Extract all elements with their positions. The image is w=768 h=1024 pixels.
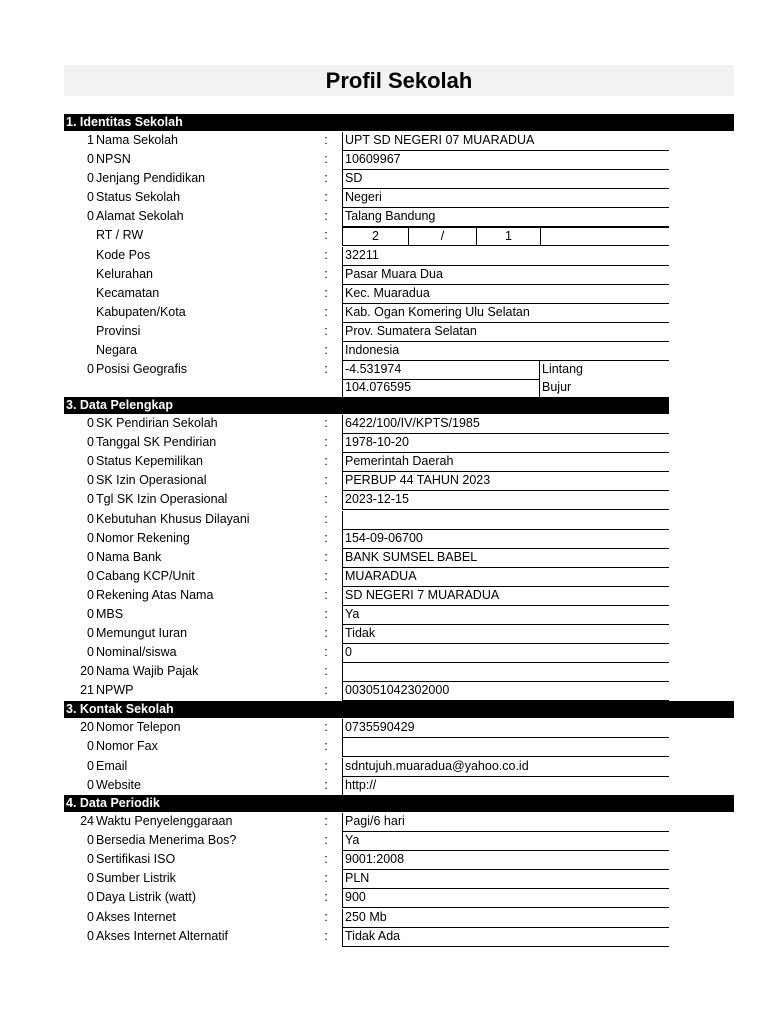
field-value: 0735590429 — [342, 719, 669, 738]
field-label: Sumber Listrik — [96, 871, 176, 886]
rtrw-blank — [540, 227, 669, 246]
field-label: Provinsi — [96, 324, 141, 338]
lintang-value: -4.531974 — [342, 361, 540, 380]
row-number: 0 — [87, 492, 94, 507]
row-number: 0 — [87, 152, 94, 166]
row-number: 1 — [87, 133, 94, 147]
colon: : — [324, 664, 328, 679]
field-label: Akses Internet Alternatif — [96, 928, 229, 943]
row-number: 0 — [87, 568, 94, 583]
colon: : — [324, 190, 328, 204]
field-value: 154-09-06700 — [342, 530, 669, 549]
field-label: NPSN — [96, 152, 131, 166]
field-value: 900 — [342, 889, 669, 908]
field-value: Pagi/6 hari — [342, 813, 669, 832]
field-label: Waktu Penyelenggaraan — [96, 814, 233, 828]
row-number: 21 — [80, 683, 94, 698]
colon: : — [324, 645, 328, 660]
colon: : — [324, 209, 328, 223]
colon: : — [324, 607, 328, 621]
bujur-value: 104.076595 — [342, 379, 540, 398]
colon: : — [324, 248, 328, 262]
field-label: Nomor Telepon — [96, 720, 181, 734]
field-label: Kabupaten/Kota — [96, 305, 186, 319]
field-label: Nama Bank — [96, 549, 162, 564]
row-number: 0 — [87, 890, 94, 905]
colon: : — [324, 267, 328, 281]
colon: : — [324, 549, 328, 564]
colon: : — [324, 683, 328, 698]
field-label: SK Pendirian Sekolah — [96, 416, 218, 430]
row-number: 0 — [87, 362, 94, 376]
row-number: 0 — [87, 645, 94, 660]
field-value — [342, 738, 669, 757]
row-number: 0 — [87, 758, 94, 773]
field-value: UPT SD NEGERI 07 MUARADUA — [342, 132, 669, 151]
field-label: Kelurahan — [96, 267, 153, 281]
field-value: PERBUP 44 TAHUN 2023 — [342, 472, 669, 491]
colon: : — [324, 890, 328, 905]
field-value: Pasar Muara Dua — [342, 266, 669, 285]
field-label: Kode Pos — [96, 248, 151, 262]
colon: : — [324, 909, 328, 924]
row-number: 0 — [87, 739, 94, 754]
colon: : — [324, 305, 328, 319]
field-label: Website — [96, 777, 141, 792]
section-header-periodik: 4. Data Periodik — [64, 795, 734, 812]
colon: : — [324, 814, 328, 828]
field-label: Status Kepemilikan — [96, 454, 204, 469]
colon: : — [324, 133, 328, 147]
colon: : — [324, 833, 328, 848]
field-label: Kecamatan — [96, 286, 160, 300]
field-value: Pemerintah Daerah — [342, 453, 669, 472]
section-header-identitas: 1. Identitas Sekolah — [64, 114, 734, 131]
page-title: Profil Sekolah — [64, 65, 734, 96]
colon: : — [324, 511, 328, 526]
row-number: 0 — [87, 511, 94, 526]
row-number: 0 — [87, 626, 94, 641]
field-value: 2023-12-15 — [342, 491, 669, 510]
row-number: 0 — [87, 587, 94, 602]
field-label: Nomor Rekening — [96, 530, 190, 545]
field-value: 003051042302000 — [342, 682, 669, 701]
field-label: NPWP — [96, 683, 134, 698]
field-label: Tanggal SK Pendirian — [96, 435, 217, 450]
field-value: Ya — [342, 606, 669, 625]
field-value: 1978-10-20 — [342, 434, 669, 453]
field-label: SK Izin Operasional — [96, 473, 207, 488]
colon: : — [324, 758, 328, 773]
rtrw-label: RT / RW — [96, 228, 144, 242]
colon: : — [324, 777, 328, 792]
row-number: 0 — [87, 190, 94, 204]
row-number: 0 — [87, 530, 94, 545]
field-label: Bersedia Menerima Bos? — [96, 833, 237, 848]
field-value: Indonesia — [342, 342, 669, 361]
field-label: Cabang KCP/Unit — [96, 568, 195, 583]
colon: : — [324, 454, 328, 469]
row-number: 0 — [87, 416, 94, 430]
row-number: 0 — [87, 909, 94, 924]
field-value: MUARADUA — [342, 568, 669, 587]
field-label: Memungut Iuran — [96, 626, 188, 641]
field-label: Alamat Sekolah — [96, 209, 184, 223]
field-value: Ya — [342, 832, 669, 851]
lintang-label: Lintang — [542, 362, 584, 376]
field-value: Negeri — [342, 189, 669, 208]
field-label: Jenjang Pendidikan — [96, 171, 206, 185]
field-label: Nominal/siswa — [96, 645, 177, 660]
colon: : — [324, 530, 328, 545]
field-value: 6422/100/IV/KPTS/1985 — [342, 415, 669, 434]
field-value — [342, 663, 669, 682]
field-value: 0 — [342, 644, 669, 663]
colon: : — [324, 587, 328, 602]
field-value: 9001:2008 — [342, 851, 669, 870]
field-value: 32211 — [342, 247, 669, 266]
field-label: Nama Sekolah — [96, 133, 178, 147]
colon: : — [324, 928, 328, 943]
colon: : — [324, 568, 328, 583]
rtrw-separator: / — [408, 227, 476, 246]
colon: : — [324, 152, 328, 166]
colon: : — [324, 720, 328, 734]
row-number: 24 — [80, 814, 94, 828]
field-label: Daya Listrik (watt) — [96, 890, 197, 905]
colon: : — [324, 739, 328, 754]
row-number: 0 — [87, 928, 94, 943]
section-header-pelengkap: 3. Data Pelengkap — [64, 397, 669, 414]
colon: : — [324, 171, 328, 185]
row-number: 0 — [87, 549, 94, 564]
row-number: 0 — [87, 777, 94, 792]
section-header-kontak: 3. Kontak Sekolah — [64, 701, 734, 718]
row-number: 20 — [80, 664, 94, 679]
field-label: Email — [96, 758, 128, 773]
field-value: SD — [342, 170, 669, 189]
field-value: Kab. Ogan Komering Ulu Selatan — [342, 304, 669, 323]
colon: : — [324, 228, 328, 242]
row-number: 20 — [80, 720, 94, 734]
rw-value: 1 — [476, 227, 540, 246]
bujur-label: Bujur — [542, 380, 572, 394]
row-number: 0 — [87, 209, 94, 223]
field-label: Negara — [96, 343, 137, 357]
colon: : — [324, 871, 328, 886]
rt-value: 2 — [342, 227, 408, 246]
field-value: Talang Bandung — [342, 208, 669, 227]
colon: : — [324, 416, 328, 430]
row-number: 0 — [87, 454, 94, 469]
row-number: 0 — [87, 607, 94, 621]
field-label: MBS — [96, 607, 124, 621]
row-number: 0 — [87, 852, 94, 867]
field-label: Nomor Fax — [96, 739, 158, 754]
colon: : — [324, 852, 328, 867]
colon: : — [324, 492, 328, 507]
field-value: Tidak — [342, 625, 669, 644]
colon: : — [324, 626, 328, 641]
field-value: Kec. Muaradua — [342, 285, 669, 304]
row-number: 0 — [87, 171, 94, 185]
field-label: Rekening Atas Nama — [96, 587, 214, 602]
colon: : — [324, 362, 328, 376]
field-value: 250 Mb — [342, 909, 669, 928]
field-value: Prov. Sumatera Selatan — [342, 323, 669, 342]
row-number: 0 — [87, 833, 94, 848]
field-label: Tgl SK Izin Operasional — [96, 492, 228, 507]
field-value: sdntujuh.muaradua@yahoo.co.id — [342, 758, 669, 777]
colon: : — [324, 435, 328, 450]
field-label: Sertifikasi ISO — [96, 852, 176, 867]
field-value — [342, 511, 669, 530]
field-label: Status Sekolah — [96, 190, 181, 204]
field-value: PLN — [342, 870, 669, 889]
row-number: 0 — [87, 871, 94, 886]
field-value: SD NEGERI 7 MUARADUA — [342, 587, 669, 606]
row-number: 0 — [87, 473, 94, 488]
colon: : — [324, 343, 328, 357]
field-value: Tidak Ada — [342, 928, 669, 947]
posisi-label: Posisi Geografis — [96, 362, 188, 376]
colon: : — [324, 286, 328, 300]
field-value: 10609967 — [342, 151, 669, 170]
field-label: Kebutuhan Khusus Dilayani — [96, 511, 250, 526]
field-value: BANK SUMSEL BABEL — [342, 549, 669, 568]
field-label: Akses Internet — [96, 909, 176, 924]
colon: : — [324, 473, 328, 488]
field-value: http:// — [342, 777, 669, 796]
row-number: 0 — [87, 435, 94, 450]
colon: : — [324, 324, 328, 338]
field-label: Nama Wajib Pajak — [96, 664, 199, 679]
